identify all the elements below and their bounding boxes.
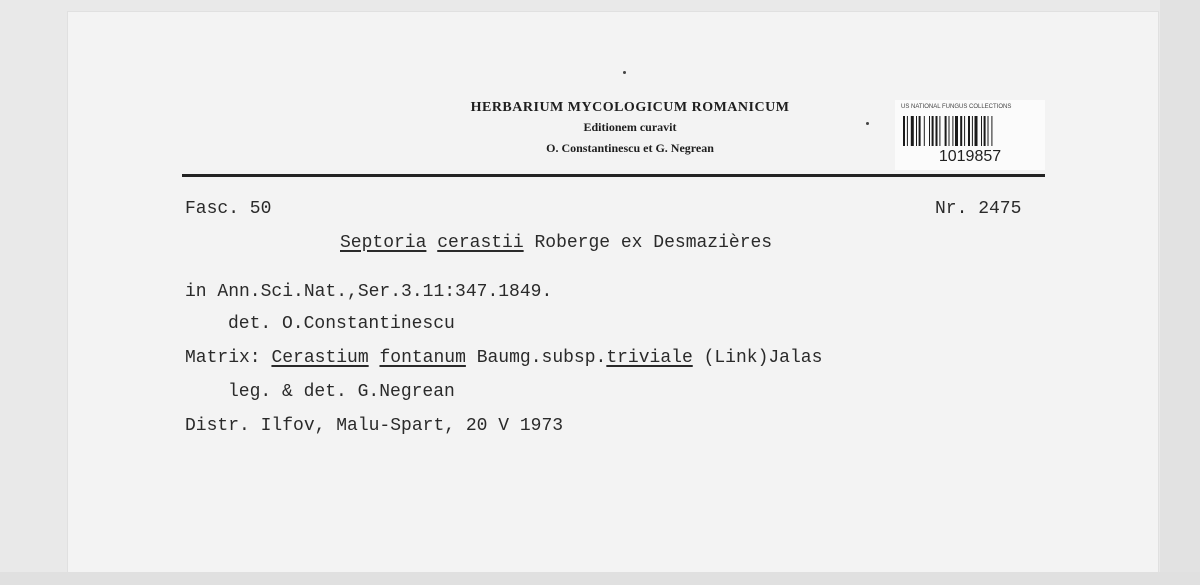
fascicle-number: Fasc. 50: [185, 199, 272, 219]
exsiccata-number: Nr. 2475: [935, 199, 1022, 219]
matrix-prefix: Matrix:: [185, 348, 261, 368]
editors-line: O. Constantinescu et G. Negrean: [546, 141, 714, 155]
host-author: Baumg.subsp.: [476, 348, 607, 368]
barcode-bars: [903, 116, 1031, 146]
host-genus: Cerastium: [271, 348, 369, 368]
species-genus: Septoria: [340, 233, 427, 253]
barcode-label: [895, 100, 1045, 170]
publication-reference: in Ann.Sci.Nat.,Ser.3.11:347.1849.: [185, 282, 553, 302]
matrix-line: [185, 348, 822, 368]
speck: [623, 71, 626, 74]
barcode-number: 1019857: [938, 148, 1002, 165]
sheet-edge-bottom: [0, 572, 1200, 585]
host-epithet: fontanum: [379, 348, 466, 368]
edition-subtitle: Editionem curavit: [583, 120, 677, 134]
species-name: [340, 233, 772, 253]
barcode-collection-name: US NATIONAL FUNGUS COLLECTIONS: [901, 104, 1012, 110]
collector-line: leg. & det. G.Negrean: [228, 382, 455, 402]
distribution-line: Distr. Ilfov, Malu-Spart, 20 V 1973: [185, 416, 564, 436]
host-subspecies: triviale: [606, 348, 693, 368]
species-epithet: cerastii: [437, 233, 524, 253]
host-subspecies-author: (Link)Jalas: [703, 348, 823, 368]
determiner-line: det. O.Constantinescu: [228, 314, 455, 334]
label-header: [360, 100, 900, 156]
species-author: Roberge ex Desmazières: [534, 233, 773, 253]
herbarium-title: HERBARIUM MYCOLOGICUM ROMANICUM: [470, 100, 790, 115]
header-divider: [182, 174, 1045, 177]
sheet-edge-right: [1160, 0, 1200, 585]
